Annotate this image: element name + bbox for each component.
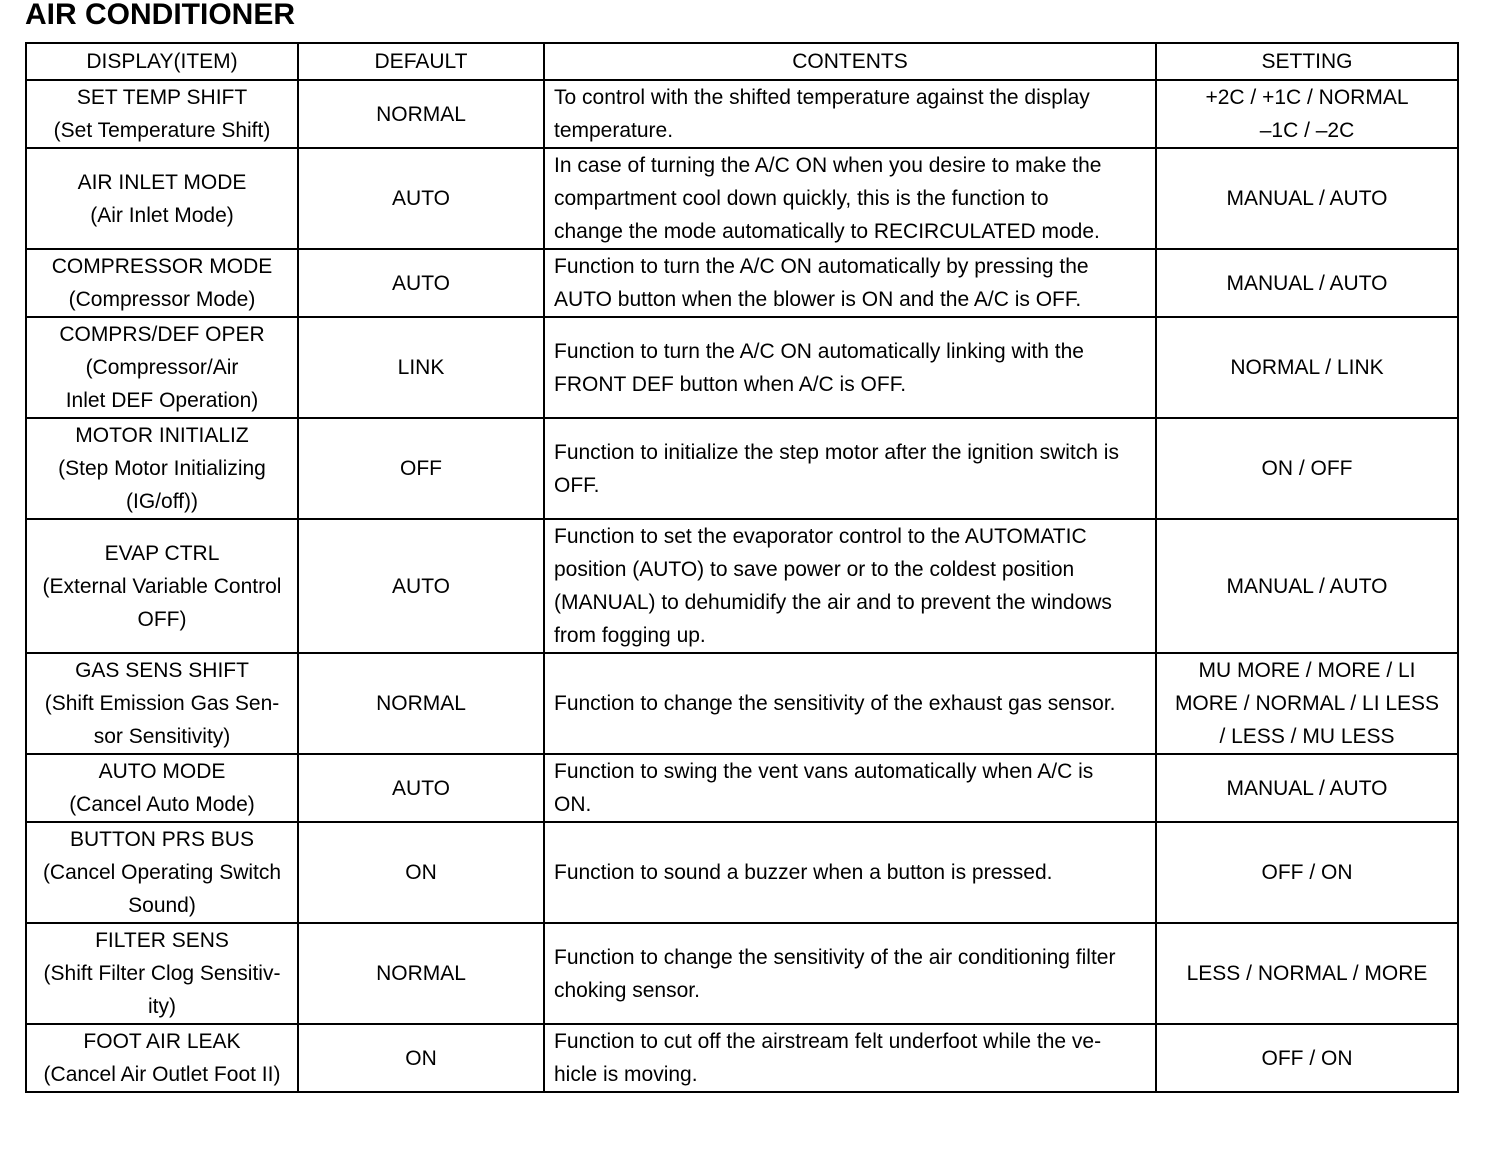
item-code: FILTER SENS: [95, 929, 229, 952]
contents-line: choking sensor.: [554, 978, 700, 1002]
table-row: [26, 418, 1458, 519]
header-contents: CONTENTS: [544, 43, 1156, 80]
cell-contents: [544, 754, 1156, 822]
header-display-item: DISPLAY(ITEM): [26, 43, 298, 80]
item-description: (Cancel Operating Switch: [42, 861, 282, 884]
contents-line: Function to change the sensitivity of the air conditioning filter: [554, 945, 1116, 969]
item-description: (Compressor/Air: [85, 356, 239, 379]
cell-default: AUTO: [298, 519, 544, 653]
contents-line: hicle is moving.: [554, 1063, 698, 1086]
cell-display-item: [26, 1024, 298, 1092]
contents-line: Function to swing the vent vans automatically when A/C is: [554, 760, 1094, 783]
table-row: [26, 653, 1458, 754]
setting-line: –1C / –2C: [1259, 119, 1355, 142]
setting-line: MU MORE / MORE / LI: [1198, 659, 1416, 682]
setting-line: / LESS / MU LESS: [1219, 725, 1395, 748]
setting-line: MANUAL / AUTO: [1226, 187, 1388, 210]
cell-default: AUTO: [298, 148, 544, 249]
item-description: (Cancel Auto Mode): [69, 793, 255, 816]
cell-default: LINK: [298, 317, 544, 418]
item-description: sor Sensitivity): [93, 725, 231, 748]
item-description: (External Variable Control: [42, 574, 282, 598]
contents-line: temperature.: [554, 119, 674, 142]
item-description: (Air Inlet Mode): [90, 203, 234, 227]
setting-line: MANUAL / AUTO: [1226, 271, 1388, 295]
cell-contents: [544, 148, 1156, 249]
cell-display-item: [26, 754, 298, 822]
setting-line: MANUAL / AUTO: [1226, 574, 1388, 598]
table-row: [26, 249, 1458, 317]
item-code: GAS SENS SHIFT: [75, 659, 249, 682]
setting-line: +2C / +1C / NORMAL: [1205, 86, 1409, 109]
cell-contents: [544, 822, 1156, 923]
cell-setting: [1156, 249, 1458, 317]
table-row: [26, 923, 1458, 1024]
item-description: ity): [148, 995, 176, 1018]
item-code: MOTOR INITIALIZ: [75, 424, 249, 447]
contents-line: FRONT DEF button when A/C is OFF.: [554, 372, 907, 396]
cell-display-item: [26, 418, 298, 519]
cell-default: ON: [298, 1024, 544, 1092]
cell-contents: [544, 317, 1156, 418]
cell-setting: [1156, 653, 1458, 754]
cell-display-item: [26, 923, 298, 1024]
page-title: AIR CONDITIONER: [25, 0, 295, 31]
table-header-row: [26, 43, 1458, 80]
setting-line: OFF / ON: [1261, 1046, 1353, 1070]
setting-line: ON / OFF: [1261, 457, 1353, 480]
item-description: Sound): [128, 894, 196, 917]
item-code: FOOT AIR LEAK: [83, 1030, 241, 1053]
table-row: [26, 148, 1458, 249]
cell-contents: [544, 923, 1156, 1024]
cell-display-item: [26, 249, 298, 317]
table-row: [26, 1024, 1458, 1092]
contents-line: ON.: [554, 793, 592, 816]
cell-setting: [1156, 754, 1458, 822]
contents-line: from fogging up.: [554, 624, 706, 647]
item-description: OFF): [137, 607, 187, 631]
item-description: Inlet DEF Operation): [65, 389, 259, 412]
contents-line: Function to turn the A/C ON automatically by pressing the: [554, 255, 1089, 278]
cell-display-item: [26, 519, 298, 653]
header-default: DEFAULT: [298, 43, 544, 80]
contents-line: change the mode automatically to RECIRCULATED mode.: [554, 220, 1100, 243]
item-code: AIR INLET MODE: [77, 170, 247, 194]
cell-setting: [1156, 822, 1458, 923]
cell-default: OFF: [298, 418, 544, 519]
contents-line: AUTO button when the blower is ON and the A/C is OFF.: [554, 288, 1082, 311]
cell-setting: [1156, 519, 1458, 653]
setting-line: NORMAL / LINK: [1230, 356, 1384, 379]
item-code: EVAP CTRL: [104, 541, 220, 565]
cell-default: AUTO: [298, 249, 544, 317]
item-code: COMPRS/DEF OPER: [59, 323, 265, 346]
item-description: (Shift Filter Clog Sensitiv-: [43, 962, 281, 985]
cell-contents: [544, 80, 1156, 148]
item-description: (Cancel Air Outlet Foot II): [43, 1063, 281, 1086]
cell-setting: [1156, 1024, 1458, 1092]
cell-display-item: [26, 317, 298, 418]
contents-line: To control with the shifted temperature against the display: [554, 86, 1090, 109]
contents-line: (MANUAL) to dehumidify the air and to prevent the windows: [554, 591, 1112, 614]
table-row: [26, 80, 1458, 148]
header-setting: SETTING: [1156, 43, 1458, 80]
cell-contents: [544, 249, 1156, 317]
cell-default: NORMAL: [298, 923, 544, 1024]
cell-setting: [1156, 418, 1458, 519]
cell-contents: [544, 519, 1156, 653]
cell-default: AUTO: [298, 754, 544, 822]
contents-line: Function to change the sensitivity of the exhaust gas sensor.: [554, 692, 1116, 715]
cell-default: NORMAL: [298, 653, 544, 754]
cell-default: ON: [298, 822, 544, 923]
contents-line: Function to sound a buzzer when a button is pressed.: [554, 861, 1053, 884]
cell-contents: [544, 653, 1156, 754]
setting-line: MANUAL / AUTO: [1226, 776, 1388, 800]
cell-display-item: [26, 822, 298, 923]
cell-setting: [1156, 923, 1458, 1024]
item-description: (Shift Emission Gas Sen-: [44, 692, 280, 715]
item-description: (Set Temperature Shift): [53, 119, 271, 142]
setting-line: MORE / NORMAL / LI LESS: [1174, 692, 1440, 715]
contents-line: Function to set the evaporator control to the AUTOMATIC: [554, 525, 1087, 548]
cell-setting: [1156, 80, 1458, 148]
cell-setting: [1156, 317, 1458, 418]
item-code: COMPRESSOR MODE: [51, 255, 273, 278]
cell-display-item: [26, 80, 298, 148]
item-description: (IG/off)): [126, 490, 198, 513]
table-row: [26, 317, 1458, 418]
cell-default: NORMAL: [298, 80, 544, 148]
contents-line: compartment cool down quickly, this is the function to: [554, 187, 1049, 210]
item-code: SET TEMP SHIFT: [76, 86, 248, 109]
cell-contents: [544, 418, 1156, 519]
contents-line: Function to cut off the airstream felt underfoot while the ve-: [554, 1030, 1102, 1053]
contents-line: In case of turning the A/C ON when you desire to make the: [554, 154, 1102, 177]
table-row: [26, 754, 1458, 822]
cell-display-item: [26, 653, 298, 754]
item-code: BUTTON PRS BUS: [70, 828, 254, 851]
cell-contents: [544, 1024, 1156, 1092]
contents-line: position (AUTO) to save power or to the coldest position: [554, 558, 1075, 581]
item-description: (Compressor Mode): [68, 288, 256, 311]
settings-table: [25, 42, 1459, 1093]
item-description: (Step Motor Initializing: [58, 457, 266, 480]
contents-line: Function to turn the A/C ON automatically linking with the: [554, 339, 1084, 363]
contents-line: OFF.: [554, 473, 600, 497]
cell-setting: [1156, 148, 1458, 249]
table-row: [26, 519, 1458, 653]
cell-display-item: [26, 148, 298, 249]
table-row: [26, 822, 1458, 923]
item-code: AUTO MODE: [98, 760, 226, 783]
setting-line: OFF / ON: [1261, 861, 1353, 884]
setting-line: LESS / NORMAL / MORE: [1186, 962, 1428, 985]
contents-line: Function to initialize the step motor after the ignition switch is: [554, 440, 1119, 464]
